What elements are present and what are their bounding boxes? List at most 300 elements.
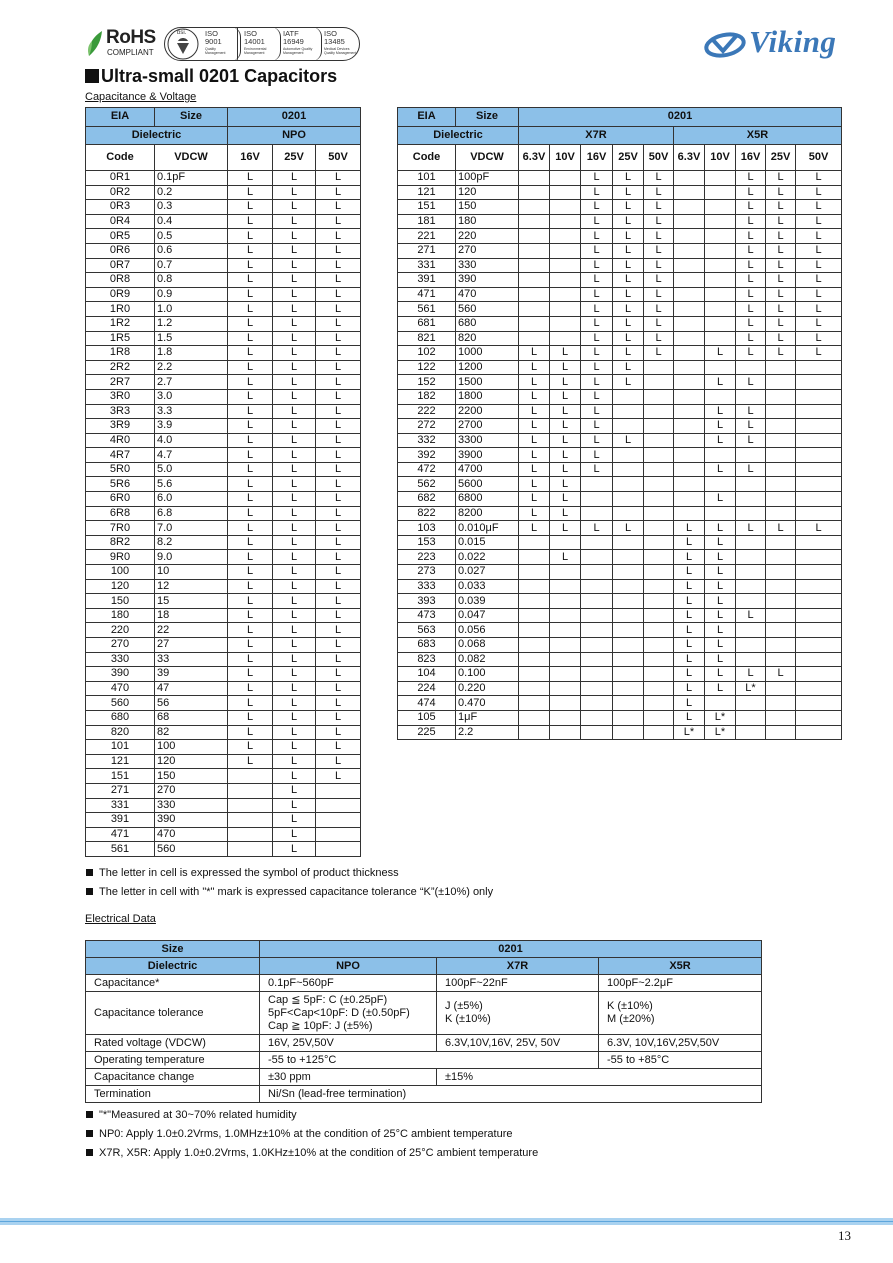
cell-thickness bbox=[644, 448, 674, 463]
cell-value: 2.7 bbox=[155, 375, 228, 390]
cell-thickness: L bbox=[705, 579, 736, 594]
cell-thickness: L bbox=[613, 346, 644, 361]
cell-code: 150 bbox=[86, 594, 155, 609]
cell-thickness: L bbox=[273, 550, 316, 565]
cell-code: 1R2 bbox=[86, 316, 155, 331]
cell-thickness: L bbox=[736, 667, 766, 682]
table-row bbox=[86, 798, 361, 813]
cell-thickness bbox=[766, 375, 796, 390]
cell-thickness bbox=[644, 608, 674, 623]
cell-thickness: L bbox=[613, 302, 644, 317]
cell-thickness bbox=[644, 492, 674, 507]
cell-code: 271 bbox=[86, 783, 155, 798]
cell-value: 390 bbox=[456, 273, 519, 288]
table-row bbox=[398, 302, 842, 317]
cell-thickness bbox=[736, 652, 766, 667]
table-row bbox=[86, 813, 361, 828]
cell-code: 393 bbox=[398, 594, 456, 609]
cell-thickness bbox=[644, 667, 674, 682]
cell-thickness: L bbox=[228, 535, 273, 550]
cell-thickness bbox=[674, 331, 705, 346]
cell-thickness: L bbox=[228, 419, 273, 434]
h-volt: 25V bbox=[766, 145, 796, 171]
cell-value: 0.015 bbox=[456, 535, 519, 550]
table-row bbox=[398, 462, 842, 477]
cell-code: 5R0 bbox=[86, 462, 155, 477]
cell-thickness: L bbox=[228, 652, 273, 667]
cell-thickness bbox=[674, 389, 705, 404]
cell-code: 3R3 bbox=[86, 404, 155, 419]
cell-thickness bbox=[613, 462, 644, 477]
cell-thickness: L bbox=[316, 389, 361, 404]
h-volt: 16V bbox=[228, 145, 273, 171]
cell-thickness: L bbox=[705, 462, 736, 477]
cell-thickness: L bbox=[519, 346, 550, 361]
cell-value: 18 bbox=[155, 608, 228, 623]
note-tolerance: The letter in cell with "*" mark is expressed capacitance tolerance “K”(±10%) only bbox=[86, 886, 493, 898]
cell-code: 473 bbox=[398, 608, 456, 623]
cell-value: 4.0 bbox=[155, 433, 228, 448]
electrical-table bbox=[85, 940, 762, 1103]
cell-value: 0.082 bbox=[456, 652, 519, 667]
cell-value: 6.0 bbox=[155, 492, 228, 507]
cell-thickness: L bbox=[273, 608, 316, 623]
cell-thickness bbox=[550, 667, 581, 682]
cell-thickness: L bbox=[613, 331, 644, 346]
cell-thickness: L bbox=[766, 331, 796, 346]
cell-thickness bbox=[228, 827, 273, 842]
cell-thickness bbox=[519, 200, 550, 215]
cell-code: 682 bbox=[398, 492, 456, 507]
table-row bbox=[86, 652, 361, 667]
cell-thickness: L bbox=[674, 535, 705, 550]
cell-thickness bbox=[519, 273, 550, 288]
cell-thickness: L bbox=[519, 506, 550, 521]
cell-thickness: L bbox=[228, 623, 273, 638]
cell-thickness bbox=[550, 608, 581, 623]
cell-thickness bbox=[796, 696, 842, 711]
cell-thickness: L bbox=[766, 229, 796, 244]
table-row bbox=[86, 375, 361, 390]
cell-code: 152 bbox=[398, 375, 456, 390]
cell-value: 0.1pF bbox=[155, 171, 228, 186]
cell-value: 2200 bbox=[456, 404, 519, 419]
cell-thickness: L bbox=[674, 696, 705, 711]
cell-thickness bbox=[766, 565, 796, 580]
cell-thickness: L bbox=[613, 273, 644, 288]
cell-thickness bbox=[705, 448, 736, 463]
cell-thickness: L bbox=[736, 433, 766, 448]
cell-value: 27 bbox=[155, 638, 228, 653]
cell-code: 101 bbox=[86, 740, 155, 755]
cell-thickness bbox=[736, 535, 766, 550]
cell-thickness: L bbox=[796, 316, 842, 331]
table-row bbox=[86, 696, 361, 711]
cell-thickness: L bbox=[519, 404, 550, 419]
cell-thickness bbox=[228, 798, 273, 813]
h-x7r: X7R bbox=[437, 958, 599, 975]
cell-code: 182 bbox=[398, 389, 456, 404]
cell-value: 680 bbox=[456, 316, 519, 331]
cell-thickness: L bbox=[316, 258, 361, 273]
cell-thickness: L bbox=[736, 302, 766, 317]
cell-thickness: L bbox=[581, 171, 613, 186]
cell-thickness bbox=[766, 419, 796, 434]
cell-thickness: L bbox=[705, 550, 736, 565]
cell-thickness: L bbox=[766, 667, 796, 682]
cell-code: 5R6 bbox=[86, 477, 155, 492]
cell-thickness: L bbox=[613, 521, 644, 536]
cell-thickness: L bbox=[316, 521, 361, 536]
cell-thickness: L bbox=[273, 710, 316, 725]
cell-thickness: L bbox=[581, 346, 613, 361]
cell-code: 103 bbox=[398, 521, 456, 536]
cell-thickness: L bbox=[273, 360, 316, 375]
cell-thickness: L bbox=[644, 258, 674, 273]
table-row bbox=[86, 521, 361, 536]
cell-thickness bbox=[519, 608, 550, 623]
cell-thickness bbox=[519, 258, 550, 273]
cell-thickness: L bbox=[705, 346, 736, 361]
table-row bbox=[86, 419, 361, 434]
page-title: Ultra-small 0201 Capacitors bbox=[85, 66, 337, 87]
note-thickness: The letter in cell is expressed the symbol of product thickness bbox=[86, 867, 399, 879]
cell-thickness: L bbox=[766, 521, 796, 536]
cell-value: 1.0 bbox=[155, 302, 228, 317]
cell-thickness: L bbox=[228, 638, 273, 653]
cell-thickness bbox=[766, 389, 796, 404]
cell-thickness: L bbox=[273, 783, 316, 798]
cell-thickness bbox=[644, 725, 674, 740]
cell-thickness bbox=[581, 652, 613, 667]
h-volt: 16V bbox=[581, 145, 613, 171]
cell-value: 0.039 bbox=[456, 594, 519, 609]
cell-thickness bbox=[766, 623, 796, 638]
cell-thickness bbox=[550, 579, 581, 594]
table-row bbox=[86, 608, 361, 623]
cell-thickness bbox=[519, 229, 550, 244]
cell-thickness bbox=[519, 535, 550, 550]
table-row bbox=[398, 535, 842, 550]
cell-thickness bbox=[613, 652, 644, 667]
h-vdcw: VDCW bbox=[456, 145, 519, 171]
row-tolerance: Capacitance tolerance Cap ≦ 5pF: C (±0.25pF) 5pF<Cap<10pF: D (±0.50pF) Cap ≧ 10pF: J (±5%) J (±5%) K (±10%) K (±10%) M (±20%) bbox=[86, 992, 762, 1035]
cell-code: 0R3 bbox=[86, 200, 155, 215]
cell-thickness bbox=[644, 419, 674, 434]
h-x5r: X5R bbox=[599, 958, 762, 975]
cell-thickness: L bbox=[613, 243, 644, 258]
cell-thickness bbox=[705, 214, 736, 229]
cell-value: 33 bbox=[155, 652, 228, 667]
cell-thickness bbox=[736, 477, 766, 492]
table-row bbox=[86, 710, 361, 725]
cell-thickness: L bbox=[550, 492, 581, 507]
cell-thickness bbox=[705, 171, 736, 186]
table-row bbox=[86, 433, 361, 448]
cell-thickness: L bbox=[316, 710, 361, 725]
cell-thickness: L bbox=[316, 594, 361, 609]
cell-thickness: L bbox=[581, 462, 613, 477]
cell-thickness: L bbox=[273, 243, 316, 258]
cell-thickness bbox=[766, 608, 796, 623]
table-row bbox=[398, 433, 842, 448]
cell-thickness: L bbox=[273, 404, 316, 419]
table-row bbox=[86, 302, 361, 317]
cell-value: 0.2 bbox=[155, 185, 228, 200]
table-row bbox=[86, 462, 361, 477]
cell-thickness bbox=[613, 404, 644, 419]
cell-thickness bbox=[644, 462, 674, 477]
cell-thickness: L bbox=[613, 171, 644, 186]
cell-thickness: L bbox=[273, 754, 316, 769]
cell-value: 470 bbox=[456, 287, 519, 302]
cell-thickness: L bbox=[519, 419, 550, 434]
table-row bbox=[398, 360, 842, 375]
cert-iso9001: ISO 9001 Quality Management bbox=[203, 28, 239, 60]
cell-thickness: L bbox=[273, 316, 316, 331]
h-volt: 25V bbox=[273, 145, 316, 171]
note-humidity: "*"Measured at 30~70% related humidity bbox=[86, 1109, 297, 1121]
table-row bbox=[86, 550, 361, 565]
cell-thickness bbox=[644, 389, 674, 404]
cell-thickness: L bbox=[273, 462, 316, 477]
cell-thickness: L bbox=[273, 200, 316, 215]
cell-value: 82 bbox=[155, 725, 228, 740]
cell-thickness: L bbox=[228, 243, 273, 258]
cell-thickness bbox=[705, 696, 736, 711]
cell-thickness bbox=[736, 492, 766, 507]
cell-code: 391 bbox=[398, 273, 456, 288]
cell-thickness: L bbox=[316, 579, 361, 594]
cell-value: 1.8 bbox=[155, 346, 228, 361]
cell-thickness: L bbox=[736, 185, 766, 200]
cell-thickness bbox=[796, 535, 842, 550]
cell-thickness: L bbox=[736, 608, 766, 623]
cell-value: 0.068 bbox=[456, 638, 519, 653]
cell-thickness: L bbox=[273, 827, 316, 842]
cell-value: 330 bbox=[155, 798, 228, 813]
h-volt: 25V bbox=[613, 145, 644, 171]
cell-value: 0.010μF bbox=[456, 521, 519, 536]
cell-code: 332 bbox=[398, 433, 456, 448]
cell-code: 680 bbox=[86, 710, 155, 725]
cell-thickness bbox=[674, 302, 705, 317]
cell-thickness: L bbox=[316, 550, 361, 565]
cell-thickness bbox=[613, 638, 644, 653]
table-row bbox=[86, 842, 361, 857]
cell-thickness bbox=[705, 360, 736, 375]
cell-thickness bbox=[796, 594, 842, 609]
cell-thickness: L bbox=[796, 346, 842, 361]
cell-thickness: L bbox=[273, 258, 316, 273]
table-row bbox=[86, 389, 361, 404]
viking-swoosh-icon bbox=[703, 30, 753, 60]
cell-thickness: L bbox=[613, 360, 644, 375]
cell-thickness: L bbox=[550, 550, 581, 565]
cell-thickness: L bbox=[316, 754, 361, 769]
cell-value: 3.9 bbox=[155, 419, 228, 434]
cell-code: 1R8 bbox=[86, 346, 155, 361]
cell-thickness bbox=[766, 535, 796, 550]
cell-thickness: L bbox=[519, 521, 550, 536]
cell-thickness: L bbox=[613, 258, 644, 273]
cell-code: 6R8 bbox=[86, 506, 155, 521]
cell-thickness bbox=[550, 316, 581, 331]
cell-thickness: L bbox=[550, 462, 581, 477]
cell-thickness bbox=[736, 360, 766, 375]
cell-thickness bbox=[316, 783, 361, 798]
cell-thickness bbox=[674, 492, 705, 507]
row-termination: Termination Ni/Sn (lead-free termination) bbox=[86, 1086, 762, 1103]
table-row bbox=[398, 652, 842, 667]
cell-thickness: L bbox=[519, 375, 550, 390]
cell-value: 0.100 bbox=[456, 667, 519, 682]
cell-thickness: L bbox=[736, 316, 766, 331]
cell-thickness bbox=[613, 477, 644, 492]
cell-thickness: L bbox=[705, 521, 736, 536]
cell-thickness bbox=[550, 258, 581, 273]
cell-code: 4R7 bbox=[86, 448, 155, 463]
cell-thickness: L bbox=[273, 521, 316, 536]
cell-thickness bbox=[613, 667, 644, 682]
cell-value: 560 bbox=[155, 842, 228, 857]
h-code: Code bbox=[398, 145, 456, 171]
cell-thickness: L bbox=[550, 448, 581, 463]
cell-thickness: L bbox=[581, 273, 613, 288]
cell-value: 220 bbox=[456, 229, 519, 244]
cell-value: 120 bbox=[155, 754, 228, 769]
cell-thickness: L bbox=[581, 287, 613, 302]
cell-thickness: L bbox=[273, 740, 316, 755]
cell-thickness: L bbox=[674, 652, 705, 667]
cell-thickness: L bbox=[705, 638, 736, 653]
cell-thickness bbox=[581, 608, 613, 623]
cell-value: 0.7 bbox=[155, 258, 228, 273]
cell-code: 4R0 bbox=[86, 433, 155, 448]
cell-value: 12 bbox=[155, 579, 228, 594]
cell-thickness bbox=[519, 696, 550, 711]
cell-thickness: L bbox=[228, 492, 273, 507]
rohs-badge bbox=[86, 27, 156, 61]
cell-thickness bbox=[613, 623, 644, 638]
cell-value: 1μF bbox=[456, 710, 519, 725]
cell-value: 39 bbox=[155, 667, 228, 682]
cell-code: 100 bbox=[86, 565, 155, 580]
cell-thickness bbox=[705, 331, 736, 346]
cell-code: 390 bbox=[86, 667, 155, 682]
cell-code: 9R0 bbox=[86, 550, 155, 565]
cell-thickness: L bbox=[316, 375, 361, 390]
cell-thickness bbox=[644, 710, 674, 725]
cell-thickness bbox=[550, 638, 581, 653]
cell-thickness bbox=[674, 419, 705, 434]
cell-thickness: L bbox=[228, 725, 273, 740]
cell-code: 224 bbox=[398, 681, 456, 696]
cell-thickness: L bbox=[316, 769, 361, 784]
cell-thickness bbox=[613, 681, 644, 696]
cell-thickness: L bbox=[228, 462, 273, 477]
table-row bbox=[398, 171, 842, 186]
cell-code: 8R2 bbox=[86, 535, 155, 550]
cell-thickness bbox=[766, 360, 796, 375]
cell-code: 821 bbox=[398, 331, 456, 346]
cell-thickness: L bbox=[273, 638, 316, 653]
x7r-x5r-table bbox=[397, 107, 842, 740]
cell-thickness: L bbox=[644, 171, 674, 186]
cell-thickness: L bbox=[766, 258, 796, 273]
cell-code: 562 bbox=[398, 477, 456, 492]
cell-thickness: L bbox=[796, 302, 842, 317]
cell-thickness: L bbox=[316, 185, 361, 200]
cell-code: 0R7 bbox=[86, 258, 155, 273]
cell-code: 2R2 bbox=[86, 360, 155, 375]
cell-thickness: L bbox=[736, 331, 766, 346]
cell-thickness bbox=[705, 389, 736, 404]
h-volt: 50V bbox=[644, 145, 674, 171]
cell-thickness bbox=[644, 681, 674, 696]
h-volt: 10V bbox=[550, 145, 581, 171]
cell-thickness: L bbox=[613, 287, 644, 302]
cell-thickness bbox=[674, 477, 705, 492]
cell-value: 0.022 bbox=[456, 550, 519, 565]
cell-value: 270 bbox=[155, 783, 228, 798]
cell-thickness: L bbox=[796, 287, 842, 302]
table-row bbox=[86, 579, 361, 594]
cell-thickness bbox=[316, 842, 361, 857]
cell-code: 561 bbox=[86, 842, 155, 857]
cell-thickness: L bbox=[674, 608, 705, 623]
cell-thickness bbox=[519, 667, 550, 682]
table-row bbox=[86, 565, 361, 580]
h-code: Code bbox=[86, 145, 155, 171]
cell-thickness bbox=[550, 623, 581, 638]
table-row bbox=[398, 243, 842, 258]
row-capacitance: Capacitance* 0.1pF~560pF 100pF~22nF 100pF~2.2μF bbox=[86, 975, 762, 992]
cell-thickness bbox=[705, 506, 736, 521]
rohs-title: RoHS bbox=[106, 27, 156, 48]
table-row bbox=[398, 404, 842, 419]
cell-thickness: L bbox=[581, 433, 613, 448]
cell-thickness bbox=[519, 710, 550, 725]
cell-thickness: L bbox=[316, 535, 361, 550]
cell-thickness: L bbox=[644, 316, 674, 331]
cell-thickness bbox=[736, 594, 766, 609]
cell-thickness bbox=[674, 273, 705, 288]
note-x7r-x5r-conditions: X7R, X5R: Apply 1.0±0.2Vrms, 1.0KHz±10% at the condition of 25°C ambient temperature bbox=[86, 1147, 538, 1159]
cell-code: 471 bbox=[86, 827, 155, 842]
cell-thickness: L bbox=[581, 258, 613, 273]
cell-thickness bbox=[550, 331, 581, 346]
cell-code: 822 bbox=[398, 506, 456, 521]
cell-thickness bbox=[581, 565, 613, 580]
cell-thickness bbox=[766, 550, 796, 565]
cell-thickness bbox=[766, 448, 796, 463]
table-row bbox=[86, 185, 361, 200]
cell-value: 0.047 bbox=[456, 608, 519, 623]
cell-value: 470 bbox=[155, 827, 228, 842]
h-volt: 10V bbox=[705, 145, 736, 171]
table-row bbox=[86, 316, 361, 331]
cell-thickness: L bbox=[228, 346, 273, 361]
cell-code: 2R7 bbox=[86, 375, 155, 390]
cell-thickness: L bbox=[644, 229, 674, 244]
cell-thickness: L bbox=[228, 214, 273, 229]
cell-thickness bbox=[796, 433, 842, 448]
cell-value: 10 bbox=[155, 565, 228, 580]
table-row bbox=[398, 346, 842, 361]
h-size: Size bbox=[155, 108, 228, 127]
cell-thickness: L bbox=[228, 608, 273, 623]
